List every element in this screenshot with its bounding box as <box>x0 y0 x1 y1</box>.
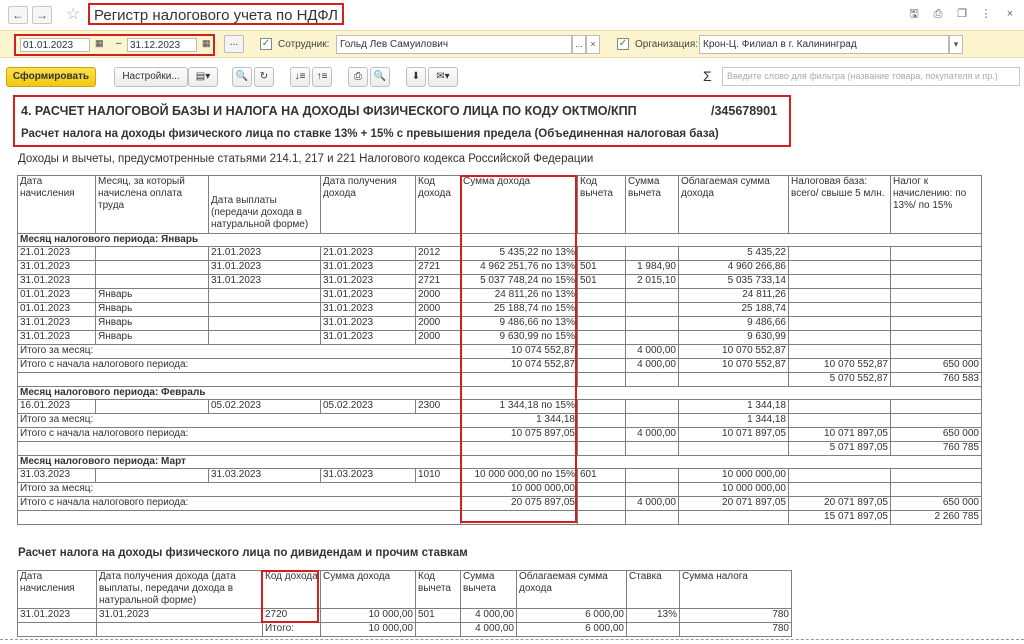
table-header-row <box>18 176 982 234</box>
table-cell: 25 188,74 <box>679 303 789 317</box>
calendar-icon[interactable]: ▦ <box>95 38 104 48</box>
table-cell: 10 074 552,87 <box>461 345 578 359</box>
table-cell <box>209 303 321 317</box>
period-selector <box>14 34 215 56</box>
save-button[interactable] <box>406 67 426 87</box>
table-cell: 31.03.2023 <box>321 469 416 483</box>
sort-asc-button[interactable] <box>312 67 332 87</box>
table-cell <box>679 373 789 387</box>
organization-checkbox[interactable]: ✓ <box>618 38 628 49</box>
forward-button[interactable] <box>32 6 52 24</box>
table-cell <box>461 373 578 387</box>
table-cell: 5 435,22 <box>679 247 789 261</box>
print-icon[interactable]: ⎙ <box>933 8 943 20</box>
table-cell <box>789 345 891 359</box>
table-cell <box>789 247 891 261</box>
table-cell: 760 785 <box>891 442 982 456</box>
title-bar <box>0 0 1024 30</box>
column-header: Дата начисления <box>18 571 97 609</box>
sort-asc-icon: ↑≡ <box>316 71 328 82</box>
table-cell: 31.03.2023 <box>209 469 321 483</box>
table-cell: 20 071 897,05 <box>789 497 891 511</box>
table-cell: Январь <box>96 331 209 345</box>
report-header <box>13 95 791 147</box>
dividends-table <box>17 570 792 637</box>
table-cell: 10 000,00 <box>321 609 416 623</box>
column-header: Код вычета <box>578 176 626 234</box>
column-header: Сумма дохода <box>461 176 578 234</box>
column-header: Код дохода <box>416 176 461 234</box>
table-cell: 1010 <box>416 469 461 483</box>
table-cell: 4 000,00 <box>626 345 679 359</box>
table-cell: 2720 <box>263 609 321 623</box>
sum-icon[interactable]: Σ <box>703 68 712 84</box>
table-total-row <box>18 428 982 442</box>
table-cell <box>626 303 679 317</box>
table-cell <box>891 261 982 275</box>
column-header: Облагаемая сумма дохода <box>679 176 789 234</box>
column-header: Дата выплаты (передачи дохода в натуральной форме) <box>209 176 321 234</box>
back-arrow-icon: ← <box>12 8 24 22</box>
table-cell <box>626 331 679 345</box>
table-cell <box>626 511 679 525</box>
filter-search-input[interactable]: Введите слово для фильтра (название товара, покупателя и пр.) <box>722 67 1020 86</box>
more-icon[interactable]: ⋮ <box>980 8 992 20</box>
table-cell <box>789 483 891 497</box>
printer-icon: ⎙ <box>354 71 362 82</box>
chevron-down-icon: ▾ <box>444 71 450 82</box>
table-cell: 10 071 897,05 <box>679 428 789 442</box>
table-cell: 9 630,99 <box>679 331 789 345</box>
table-cell: 31.01.2023 <box>18 261 96 275</box>
employee-checkbox[interactable]: ✓ <box>261 38 271 49</box>
table-cell <box>789 317 891 331</box>
table-cell <box>209 289 321 303</box>
table-cell: 760 583 <box>891 373 982 387</box>
table-cell <box>626 414 679 428</box>
table-cell: 1 344,18 <box>679 400 789 414</box>
table-cell: 05.02.2023 <box>321 400 416 414</box>
table-cell <box>578 317 626 331</box>
table-cell: 9 486,66 по 13% <box>461 317 578 331</box>
table-cell <box>97 623 263 637</box>
table-cell: 601 <box>578 469 626 483</box>
table-cell: 9 486,66 <box>679 317 789 331</box>
month-section-row <box>18 387 982 400</box>
table-cell: 4 962 251,76 по 13% <box>461 261 578 275</box>
total-label: Итого за месяц: <box>18 414 461 428</box>
table-cell <box>891 331 982 345</box>
month-section-label: Месяц налогового периода: Март <box>18 456 982 469</box>
column-header: Код вычета <box>416 571 461 609</box>
table-cell: 4 000,00 <box>461 623 517 637</box>
window-controls <box>906 7 1018 21</box>
table-cell: 2000 <box>416 331 461 345</box>
table-cell <box>789 275 891 289</box>
preview-icon: 🔍 <box>373 71 387 82</box>
month-section-label: Месяц налогового периода: Январь <box>18 234 982 247</box>
table-cell <box>891 414 982 428</box>
column-header: Ставка <box>627 571 680 609</box>
table-cell: 10 000,00 <box>321 623 416 637</box>
table-row <box>18 247 982 261</box>
employee-label: Сотрудник: <box>278 39 330 50</box>
table-cell: 1 344,18 <box>679 414 789 428</box>
table-cell <box>626 317 679 331</box>
total-label: Итого за месяц: <box>18 345 461 359</box>
back-button[interactable] <box>8 6 28 24</box>
table-cell: Январь <box>96 303 209 317</box>
table-cell: 31.01.2023 <box>18 331 96 345</box>
table-cell: 650 000 <box>891 428 982 442</box>
table-cell <box>679 442 789 456</box>
table-total-row <box>18 623 792 637</box>
table-cell: 10 070 552,87 <box>679 345 789 359</box>
table-cell: 31.01.2023 <box>321 261 416 275</box>
table-cell <box>578 373 626 387</box>
table-cell <box>416 623 461 637</box>
table-cell: 01.01.2023 <box>18 303 96 317</box>
table-cell <box>789 331 891 345</box>
table-cell <box>626 469 679 483</box>
table-row <box>18 331 982 345</box>
table-cell <box>578 414 626 428</box>
column-header: Сумма налога <box>680 571 792 609</box>
table-cell: 10 000 000,00 <box>461 483 578 497</box>
table-cell: 2000 <box>416 317 461 331</box>
table-cell <box>626 400 679 414</box>
table-cell <box>578 511 626 525</box>
table-cell: 780 <box>680 609 792 623</box>
table-row <box>18 400 982 414</box>
table-cell <box>578 483 626 497</box>
column-header: Налог к начислению: по 13%/ по 15% <box>891 176 982 234</box>
table-row <box>18 275 982 289</box>
table-cell: 16.01.2023 <box>18 400 96 414</box>
table-cell <box>626 247 679 261</box>
table-cell: 4 000,00 <box>626 359 679 373</box>
table-cell <box>578 442 626 456</box>
column-header: Налоговая база: всего/ свыше 5 млн. <box>789 176 891 234</box>
table-cell <box>461 511 578 525</box>
table-total-row <box>18 483 982 497</box>
table-cell: 31.01.2023 <box>321 331 416 345</box>
print-button[interactable] <box>348 67 368 87</box>
employee-clear-button[interactable]: × <box>586 35 600 54</box>
organization-label: Организация: <box>635 39 699 50</box>
table-cell: 5 070 552,87 <box>789 373 891 387</box>
table-cell: 10 000 000,00 по 15% <box>461 469 578 483</box>
close-icon[interactable]: × <box>1006 8 1014 20</box>
table-cell <box>578 359 626 373</box>
table-cell <box>891 400 982 414</box>
total-label: Итого с начала налогового периода: <box>18 428 461 442</box>
column-header: Дата начисления <box>18 176 96 234</box>
table-cell <box>96 469 209 483</box>
table-cell: 31.01.2023 <box>209 275 321 289</box>
table-cell <box>789 303 891 317</box>
table-cell <box>626 373 679 387</box>
table-cell <box>789 400 891 414</box>
column-header: Сумма вычета <box>626 176 679 234</box>
month-section-label: Месяц налогового периода: Февраль <box>18 387 982 400</box>
table-cell <box>626 289 679 303</box>
table-cell: 2 015,10 <box>626 275 679 289</box>
table-cell: 13% <box>627 609 680 623</box>
employee-select-button[interactable]: ... <box>572 35 586 54</box>
column-header: Месяц, за который начислена оплата труда <box>96 176 209 234</box>
toolbar <box>0 62 1024 90</box>
table-cell <box>209 317 321 331</box>
generate-button[interactable]: Сформировать <box>6 67 96 87</box>
variant-button[interactable] <box>188 67 218 87</box>
table-cell: 20 071 897,05 <box>679 497 789 511</box>
table-row <box>18 317 982 331</box>
table-cell <box>891 275 982 289</box>
table-cell <box>891 247 982 261</box>
table-cell <box>96 400 209 414</box>
table-cell <box>891 345 982 359</box>
table-cell: 6 000,00 <box>517 623 627 637</box>
table-cell: 15 071 897,05 <box>789 511 891 525</box>
table-total-row <box>18 511 982 525</box>
month-section-row <box>18 456 982 469</box>
table-cell: 24 811,26 <box>679 289 789 303</box>
organization-dropdown-button[interactable]: ▾ <box>949 35 963 54</box>
refresh-icon: ↻ <box>259 71 269 82</box>
table-cell: 31.01.2023 <box>321 275 416 289</box>
page-break-line <box>0 639 1024 640</box>
table-cell: 10 071 897,05 <box>789 428 891 442</box>
column-header: Сумма вычета <box>461 571 517 609</box>
report-note: Доходы и вычеты, предусмотренные статьями 214.1, 217 и 221 Налогового кодекса Российской Федерации <box>18 153 594 165</box>
table-cell <box>627 623 680 637</box>
settings-button[interactable]: Настройки... <box>114 67 188 87</box>
table-cell: 10 000 000,00 <box>679 483 789 497</box>
date-to-input[interactable]: 31.12.2023 <box>127 38 197 52</box>
sort-desc-button[interactable] <box>290 67 310 87</box>
table-total-row <box>18 414 982 428</box>
table-cell: 31.01.2023 <box>321 289 416 303</box>
forward-arrow-icon: → <box>36 8 48 22</box>
table-cell: 01.01.2023 <box>18 289 96 303</box>
table-cell: 1 344,18 <box>461 414 578 428</box>
column-header: Код дохода <box>263 571 321 609</box>
table-cell: 31.01.2023 <box>18 609 97 623</box>
table-cell: 2012 <box>416 247 461 261</box>
total-label <box>18 373 461 387</box>
table-cell <box>96 247 209 261</box>
table-cell: 1 344,18 по 15% <box>461 400 578 414</box>
send-mail-button[interactable] <box>428 67 458 87</box>
period-choose-button[interactable]: ... <box>224 35 244 53</box>
organization-field[interactable]: Крон-Ц. Филиал в г. Калининград <box>699 35 949 54</box>
table-cell <box>789 261 891 275</box>
table-cell <box>96 261 209 275</box>
table-cell <box>789 414 891 428</box>
table-cell: 2 260 785 <box>891 511 982 525</box>
table-cell: 10 075 897,05 <box>461 428 578 442</box>
chevron-down-icon: ▾ <box>205 71 211 82</box>
total-label: Итого с начала налогового периода: <box>18 359 461 373</box>
table-cell <box>209 331 321 345</box>
table-cell <box>18 623 97 637</box>
save-icon[interactable]: 🖫 <box>909 8 919 20</box>
table-cell <box>626 483 679 497</box>
table-cell: 31.01.2023 <box>321 317 416 331</box>
table-cell <box>891 289 982 303</box>
table-cell: 650 000 <box>891 497 982 511</box>
table-cell: 31.01.2023 <box>209 261 321 275</box>
table-cell <box>578 497 626 511</box>
table-cell <box>891 303 982 317</box>
table-cell: 780 <box>680 623 792 637</box>
column-header: Дата получения дохода <box>321 176 416 234</box>
table-cell: 2721 <box>416 275 461 289</box>
total-label: Итого с начала налогового периода: <box>18 497 461 511</box>
tax-base-table <box>17 175 982 525</box>
table-cell <box>789 469 891 483</box>
table-cell <box>626 442 679 456</box>
table-cell: 1 984,90 <box>626 261 679 275</box>
table-cell: 2300 <box>416 400 461 414</box>
table-cell: 31.01.2023 <box>321 303 416 317</box>
table-cell <box>679 511 789 525</box>
table-row <box>18 303 982 317</box>
table-cell: 24 811,26 по 13% <box>461 289 578 303</box>
search-icon: 🔍 <box>235 71 249 82</box>
table-total-row <box>18 497 982 511</box>
table-cell <box>578 400 626 414</box>
table-cell: 2721 <box>416 261 461 275</box>
download-icon: ⬇ <box>411 71 421 82</box>
report-heading: 4. РАСЧЕТ НАЛОГОВОЙ БАЗЫ И НАЛОГА НА ДОХОДЫ ФИЗИЧЕСКОГО ЛИЦА ПО КОДУ ОКТМО/КПП <box>21 104 637 118</box>
filter-bar <box>0 30 1024 58</box>
table-cell: 4 000,00 <box>626 428 679 442</box>
copy-icon[interactable]: ❐ <box>957 8 967 20</box>
table-cell <box>96 275 209 289</box>
preview-button[interactable] <box>370 67 390 87</box>
table-cell <box>578 303 626 317</box>
table-cell: 5 071 897,05 <box>789 442 891 456</box>
column-header: Сумма дохода <box>321 571 416 609</box>
table-cell: 21.01.2023 <box>321 247 416 261</box>
window-title: Регистр налогового учета по НДФЛ <box>88 3 344 25</box>
table-cell: 05.02.2023 <box>209 400 321 414</box>
table-cell: 2000 <box>416 303 461 317</box>
calendar-icon[interactable]: ▦ <box>202 38 211 48</box>
table-cell: 4 960 266,86 <box>679 261 789 275</box>
report-variant-icon: ▤ <box>195 71 206 82</box>
table-row <box>18 469 982 483</box>
table-cell: 5 435,22 по 13% <box>461 247 578 261</box>
mail-icon: ✉ <box>436 71 445 82</box>
employee-field[interactable]: Гольд Лев Самуилович <box>336 35 572 54</box>
table-cell: 5 035 733,14 <box>679 275 789 289</box>
table-cell: 31.01.2023 <box>18 317 96 331</box>
table-cell <box>578 247 626 261</box>
column-header: Дата получения дохода (дата выплаты, передачи дохода в натуральной форме) <box>97 571 263 609</box>
table-total-row <box>18 373 982 387</box>
table-cell <box>578 428 626 442</box>
table-cell <box>891 469 982 483</box>
table-cell: 31.01.2023 <box>18 275 96 289</box>
total-label <box>18 511 461 525</box>
month-section-row <box>18 234 982 247</box>
table-cell: 31.03.2023 <box>18 469 96 483</box>
table-cell: 21.01.2023 <box>209 247 321 261</box>
sort-desc-icon: ↓≡ <box>294 71 306 82</box>
table-total-row <box>18 345 982 359</box>
table-cell: 10 070 552,87 <box>679 359 789 373</box>
table-row <box>18 289 982 303</box>
table-cell <box>461 442 578 456</box>
report-subheading: Расчет налога на доходы физического лица по ставке 13% + 15% с превышения предела (Объединенная налоговая база) <box>21 128 719 140</box>
table-total-row <box>18 359 982 373</box>
dividends-section-title: Расчет налога на доходы физического лица по дивидендам и прочим ставкам <box>18 547 468 559</box>
table-cell <box>891 317 982 331</box>
table-cell: 21.01.2023 <box>18 247 96 261</box>
table-cell: Итого: <box>263 623 321 637</box>
table-cell: 501 <box>578 261 626 275</box>
date-from-input[interactable]: 01.01.2023 <box>20 38 90 52</box>
table-cell: 2000 <box>416 289 461 303</box>
table-cell: 4 000,00 <box>626 497 679 511</box>
table-cell: 501 <box>416 609 461 623</box>
report-oktmo-code: /345678901 <box>711 104 778 118</box>
table-cell: 5 037 748,24 по 15% <box>461 275 578 289</box>
table-cell <box>578 289 626 303</box>
table-cell: Январь <box>96 317 209 331</box>
table-cell <box>578 345 626 359</box>
table-cell: 20 075 897,05 <box>461 497 578 511</box>
table-cell: Январь <box>96 289 209 303</box>
table-cell: 6 000,00 <box>517 609 627 623</box>
table-cell: 10 074 552,87 <box>461 359 578 373</box>
total-label <box>18 442 461 456</box>
table-cell <box>789 289 891 303</box>
table-cell: 25 188,74 по 15% <box>461 303 578 317</box>
favorite-star-icon[interactable]: ☆ <box>66 6 81 23</box>
table-cell: 9 630,99 по 15% <box>461 331 578 345</box>
table-cell: 10 070 552,87 <box>789 359 891 373</box>
table-cell: 4 000,00 <box>461 609 517 623</box>
table-cell: 31.01.2023 <box>97 609 263 623</box>
table-header-row <box>18 571 792 609</box>
date-separator: – <box>116 38 122 49</box>
table-cell: 10 000 000,00 <box>679 469 789 483</box>
table-total-row <box>18 442 982 456</box>
total-label: Итого за месяц: <box>18 483 461 497</box>
table-cell: 650 000 <box>891 359 982 373</box>
table-cell <box>578 331 626 345</box>
refresh-button[interactable] <box>254 67 274 87</box>
table-row <box>18 609 792 623</box>
column-header: Облагаемая сумма дохода <box>517 571 627 609</box>
table-cell <box>891 483 982 497</box>
table-cell: 501 <box>578 275 626 289</box>
find-button[interactable] <box>232 67 252 87</box>
table-row <box>18 261 982 275</box>
